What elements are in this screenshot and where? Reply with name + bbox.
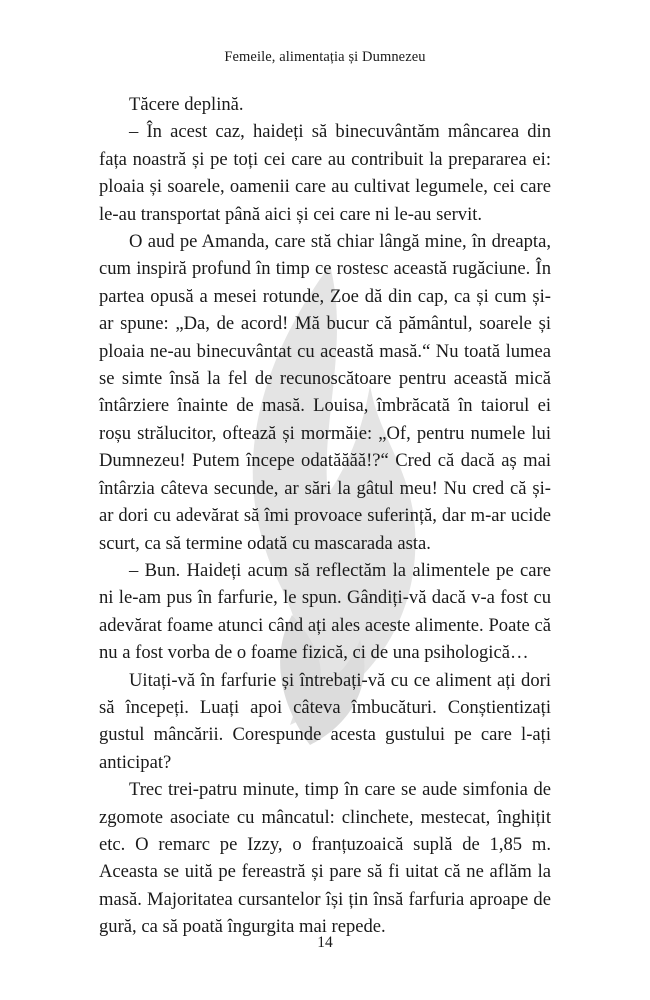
- paragraph: – În acest caz, haideți să binecuvântăm mâncarea din fața noastră și pe toți cei care au contribuit la prepararea ei: ploaia și soarele, oamenii care au cultivat legumele, cei care le-au transportat până aici și cei care ni le-au servit.: [99, 121, 551, 225]
- paragraph: Trec trei-patru minute, timp în care se aude simfonia de zgomote asociate cu mâncatul: clinchete, mestecat, înghițit etc. O remarc pe Izzy, o franțuzoaică suplă de 1,85 m. Aceasta se uită pe fereastră și pare să fi uitat că ne aflăm la masă. Majoritatea cursantelor își țin însă farfuria aproape de gură, ca să poată îngurgita mai repede.: [99, 779, 551, 938]
- body-text: [99, 91, 551, 941]
- paragraph: – Bun. Haideți acum să reflectăm la alimentele pe care ni le-am pus în farfurie, le spun. Gândiți-vă dacă v-a fost cu adevărat foame atunci când ați ales aceste alimente. Poate că nu a fost vorba de o foame fizică, ci de una psihologică…: [99, 559, 551, 664]
- paragraph: Uitați-vă în farfurie și întrebați-vă cu ce aliment ați dori să începeți. Luați apoi câteva îmbucături. Conștientizați gustul mâncării. Corespunde acesta gustului pe care l-ați anticipat?: [99, 669, 551, 773]
- paragraph: Tăcere deplină.: [129, 94, 244, 115]
- paragraph: O aud pe Amanda, care stă chiar lângă mine, în dreapta, cum inspiră profund în timp ce rostesc această rugăciune. În partea opusă a mesei rotunde, Zoe dă din cap, ca și cum și-ar spune: „Da, de acord! Mă bucur că pământul, soarele și ploaia ne-au binecuvântat cu această masă.“ Nu toată lumea se simte însă la fel de recunoscătoare pentru această mică întârziere înainte de masă. Louisa, îmbrăcată în taiorul ei roșu strălucitor, oftează și mormăie: „Of, pentru numele lui Dumnezeu! Putem începe odatăăăă!?“ Cred că dacă aș mai întârzia câteva secunde, ar sări la gâtul meu! Nu cred că și-ar dori cu adevărat să îmi provoace suferință, dar m-ar ucide scurt, ca să termine odată cu mascarada asta.: [99, 231, 551, 554]
- page-header-title: Femeile, alimentația și Dumnezeu: [224, 49, 426, 65]
- page-number: 14: [317, 934, 333, 951]
